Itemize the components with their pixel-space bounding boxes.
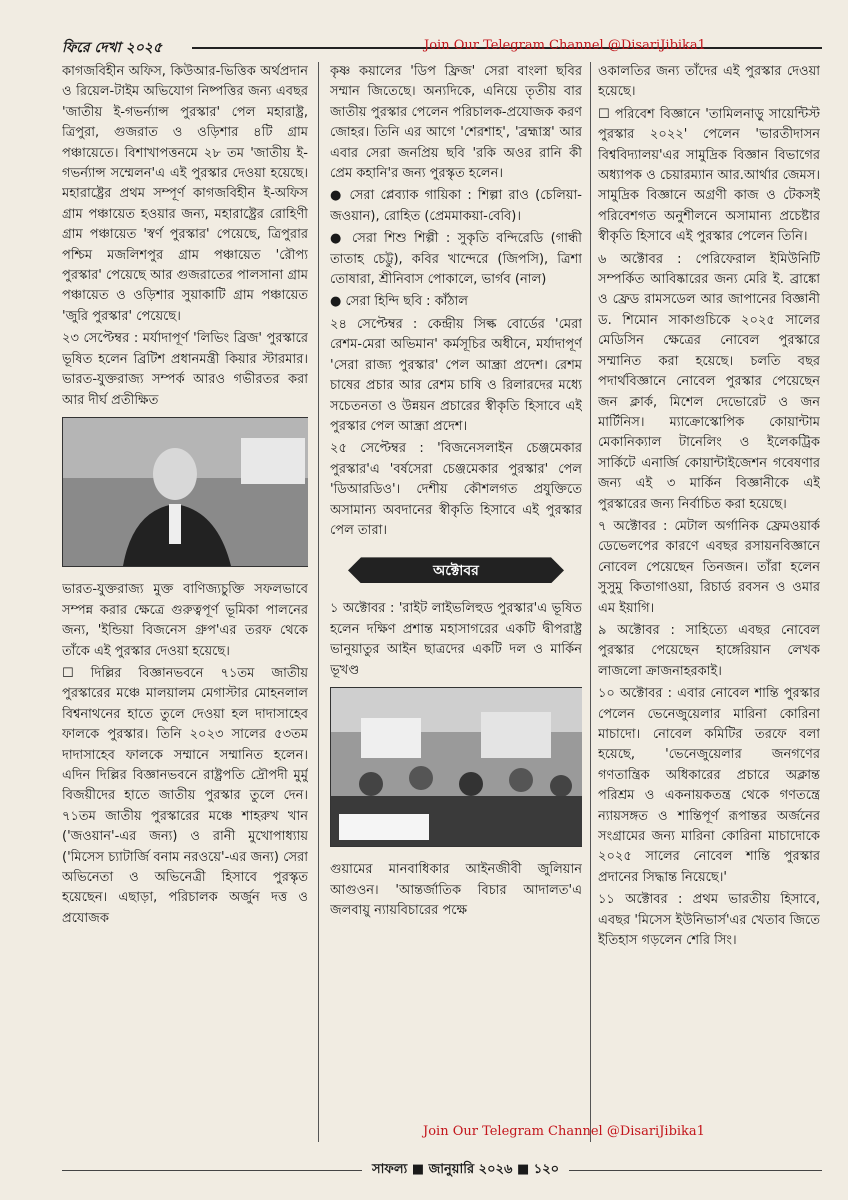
paragraph-mrs-universe: ১১ অক্টোবর : প্রথম ভারতীয় হিসাবে, এবছর 'মিসেস ইউনিভার্স'এর খেতাব জিতে ইতিহাস গড়লেন শেরি সিং। xyxy=(598,892,820,949)
paragraph-right-livelihood: ১ অক্টোবর : 'রাইট লাইভলিহুড পুরস্কার'এ ভূষিত হলেন দক্ষিণ প্রশান্ত মহাসাগরের একটি দ্বীপরাষ্ট্র ভানুয়াতুর আইন ছাত্রদের একটি দল ও মার্কিন ভূখণ্ড xyxy=(330,601,582,678)
column-1 xyxy=(62,62,308,1162)
watermark-bottom: Join Our Telegram Channel @DisariJibika1 xyxy=(423,1124,705,1139)
paragraph-guam-lawyer: গুয়ামের মানবাধিকার আইনজীবী জুলিয়ান আগুওন। 'আন্তর্জাতিক বিচার আদালত'এ জলবায়ু ন্যায়বিচারের পক্ষে xyxy=(330,862,582,919)
page-footer xyxy=(62,1160,822,1184)
column-divider xyxy=(590,62,591,1142)
watermark-top: Join Our Telegram Channel @DisariJibika1 xyxy=(424,38,706,53)
column-divider xyxy=(318,62,319,1142)
paragraph-living-bridge: ২৩ সেপ্টেম্বর : মর্যাদাপূর্ণ 'লিভিং ব্রিজ' পুরস্কারে ভূষিত হলেন ব্রিটিশ প্রধানমন্ত্রী কিয়ার স্টারমার। ভারত-যুক্তরাজ্য সম্পর্ক আরও গভীরতর করা আর দীর্ঘ প্রতীক্ষিত xyxy=(62,331,308,408)
paragraph-nobel-medicine-physics: ৬ অক্টোবর : পেরিফেরাল ইমিউনিটি সম্পর্কিত আবিষ্কারের জন্য মেরি ই. ব্রাঙ্কো ও ফ্রেড রামসডেল আর জাপানের বিজ্ঞানী ড. শিমোন সাকাগুচিকে ২০২৫ সালের মেডিসিন ক্ষেত্রের নোবেল পুরস্কারে সম্মানিত করা হয়েছে। চলতি বছর পদার্থবিজ্ঞানে নোবেল পুরস্কার পেয়েছেন জন ক্লার্ক, মিশেল দেভোরেট ও জন মার্টিনিস। ম্যাক্রোস্কোপিক কোয়ান্টাম মেকানিক্যাল টানেলিং ও ইলেকট্রিক সার্কিটে এনার্জি কোয়ান্টাইজেশন গবেষণার জন্য এই ৩ মার্কিন বিজ্ঞানীকে এই পুরস্কারের জন্য নির্বাচিত করা হয়েছে। xyxy=(598,251,820,512)
paragraph-silk-board: ২৪ সেপ্টেম্বর : কেন্দ্রীয় সিল্ক বোর্ডের 'মেরা রেশম-মেরা অভিমান' কর্মসূচির অধীনে, মর্যাদাপূর্ণ 'সেরা রাজ্য পুরস্কার' পেল আন্ধ্রা প্রদেশ। রেশম চাষের প্রচার আর রেশম চাষি ও রিলারদের মধ্যে সচেতনতা ও উন্নয়ন প্রচারের স্বীকৃতি হিসাবে এই পুরস্কার পেল আন্ধ্রা প্রদেশ। xyxy=(330,316,582,434)
award-hindi-film: ● সেরা হিন্দি ছবি : কাঁঠাল xyxy=(330,294,468,310)
section-title: ফিরে দেখা ২০২৫ xyxy=(62,40,162,56)
paragraph-egovernance: কাগজবিহীন অফিস, কিউআর-ভিত্তিক অর্থপ্রদান ও রিয়েল-টাইম অভিযোগ নিষ্পত্তির জন্য এবছর 'জাতীয় ই-গভর্ন্যান্স পুরস্কার' পেল মহারাষ্ট্র, ত্রিপুরা, গুজরাত ও ওড়িশার ৪টি গ্রাম পঞ্চায়েতে। বিশাখাপত্তনমে ২৮ তম 'জাতীয় ই-গভর্ন্যান্স সম্মেলন'এ এই পুরস্কার দেওয়া হয়েছে। মহারাষ্ট্রের প্রথম সম্পূর্ণ কাগজবিহীন ই-অফিস গ্রাম পঞ্চায়েত হওয়ার জন্য, মহারাষ্ট্রের রোহিণী গ্রাম পঞ্চায়েত 'স্বর্ণ পুরস্কার' পেয়েছে, ত্রিপুরার পশ্চিম মজলিশপুর গ্রাম পঞ্চায়েত 'রৌপ্য পুরস্কার' পেয়েছে আর গুজরাতের পালসানা গ্রাম পঞ্চায়েত ও ওড়িশার সুয়াকাটি গ্রাম পঞ্চায়েত 'জুরি পুরস্কার' পেয়েছে। xyxy=(62,64,308,324)
award-playback-singer: ● সেরা প্লেব্যাক গায়িকা : শিল্পা রাও (চেলিয়া-জওয়ান), রোহিত (প্রেমমাকয়া-বেবি)। xyxy=(330,188,582,224)
paragraph-changemaker: ২৫ সেপ্টেম্বর : 'বিজনেসলাইন চেঞ্জমেকার পুরস্কার'এ 'বর্ষসেরা চেঞ্জমেকার পুরস্কার' পেল 'ডিআরডিও'। দেশীয় কৌশলগত প্রযুক্তিতে অসামান্য অবদানের স্বীকৃতি হিসাবে এই পুরস্কার পেল তারা। xyxy=(330,441,582,538)
column-2 xyxy=(330,62,582,1162)
october-label: অক্টোবর xyxy=(433,563,479,580)
climate-justice-protest-photo xyxy=(330,687,582,847)
paragraph-trade-deal: ভারত-যুক্তরাজ্য মুক্ত বাণিজ্যচুক্তি সফলভাবে সম্পন্ন করার ক্ষেত্রে গুরুত্বপূর্ণ ভূমিকা পালনের জন্য, 'ইন্ডিয়া বিজনেস গ্রুপ'এর তরফ থেকে তাঁকে এই পুরস্কার দেওয়া হয়েছে। xyxy=(62,582,308,659)
paragraph-nobel-chemistry: ৭ অক্টোবর : মেটাল অর্গানিক ফ্রেমওয়ার্ক ডেভেলপের কারণে এবছর রসায়নবিজ্ঞানে নোবেল পেয়েছেন তিনজন। তাঁরা হলেন সুসুমু কিতাগাওয়া, রিচার্ড রবসন ও ওমার এম ইয়াগি। xyxy=(598,518,820,616)
paragraph-nobel-literature: ৯ অক্টোবর : সাহিত্যে এবছর নোবেল পুরস্কার পেয়েছেন হাঙ্গেরিয়ান লেখক লাজলো ক্রাজনাহরকাই। xyxy=(598,622,820,679)
paragraph-nobel-peace: ১০ অক্টোবর : এবার নোবেল শান্তি পুরস্কার পেলেন ভেনেজুয়েলার মারিনা কোরিনা মাচাদো। নোবেল কমিটির তরফে বলা হয়েছে, 'ভেনেজুয়েলার জনগণের গণতান্ত্রিক অধিকারের প্রচারে অক্লান্ত পরিশ্রম ও একনায়কতন্ত্র থেকে গণতন্ত্রে ন্যায়সঙ্গত ও শান্তিপূর্ণ রূপান্তর অর্জনের সংগ্রামের জন্য মারিনা কোরিনা মাচাদোকে ২০২৫ সালের নোবেল শান্তি পুরস্কার প্রদানের সিদ্ধান্ত নিয়েছে।' xyxy=(598,686,820,885)
column-3 xyxy=(598,62,820,1162)
paragraph-tamilnadu-scientist: ☐ পরিবেশ বিজ্ঞানে 'তামিলনাড়ু সায়েন্টিস্ট পুরস্কার ২০২২' পেলেন 'ভারতীদাসন বিশ্ববিদ্যালয়'এর সামুদ্রিক বিজ্ঞান বিভাগের অধ্যাপক ও চেয়ারম্যান আর.আর্থার জেমস। সামুদ্রিক বিজ্ঞানে অগ্রণী কাজ ও টেকসই পরিবেশগত অনুশীলনে অসামান্য প্রচেষ্টার স্বীকৃতি হিসাবে এই পুরস্কার পেলেন তিনি। xyxy=(598,106,820,245)
award-child-artist: ● সেরা শিশু শিল্পী : সুকৃতি বন্দিরেডি (গান্ধী তাতাহ চেট্টু), কবির খান্দেরে (জিপসি), ত্রিশা তোষারা, শ্রীনিবাস পোকালে, ভার্গব (নাল) xyxy=(330,231,582,288)
keir-starmer-photo xyxy=(62,417,308,567)
october-banner xyxy=(330,551,582,589)
paragraph-advocacy: ওকালতির জন্য তাঁদের এই পুরস্কার দেওয়া হয়েছে। xyxy=(598,64,820,100)
paragraph-dadasaheb-phalke: ☐ দিল্লির বিজ্ঞানভবনে ৭১তম জাতীয় পুরস্কারের মঞ্চে মালয়ালম মেগাস্টার মোহনলাল বিশ্বনাথনের হাতে তুলে দেওয়া হল দাদাসাহেব ফালকে পুরস্কার। তিনি ২০২৩ সালের ৫৩তম দাদাসাহেব ফালকে সম্মানে সম্মানিত হলেন। এদিন দিল্লির বিজ্ঞানভবনে রাষ্ট্রপতি দ্রৌপদী মুর্মু বিজয়ীদের হাতে জাতীয় পুরস্কার তুলে দেন। ৭১তম জাতীয় পুরস্কারের মঞ্চে শাহরুখ খান ('জওয়ান'-এর জন্য) ও রানী মুখোপাধ্যায় ('মিসেস চ্যাটার্জি বনাম নরওয়ে'-এর জন্য) সেরা অভিনেতা ও অভিনেত্রী হিসাবে পুরস্কৃত হয়েছেন। এছাড়া, পরিচালক অর্জুন দত্ত ও প্রযোজক xyxy=(62,665,308,926)
footer-text: সাফল্য ■ জানুয়ারি ২০২৬ ■ ১২০ xyxy=(362,1160,569,1181)
paragraph-deep-fridge: কৃষ্ণ কয়ালের 'ডিপ ফ্রিজ' সেরা বাংলা ছবির সম্মান জিতেছে। অন্যদিকে, এনিয়ে তৃতীয় বার জাতীয় পুরস্কার পেলেন পরিচালক-প্রযোজক করণ জোহর। তিনি এর আগে 'শেরশাহ', 'ব্রহ্মাস্ত্র' আর এবার সেরা জনপ্রিয় ছবি 'রকি অওর রানি কী প্রেম কহানি'র জন্য পুরস্কৃত হলেন। xyxy=(330,64,582,182)
